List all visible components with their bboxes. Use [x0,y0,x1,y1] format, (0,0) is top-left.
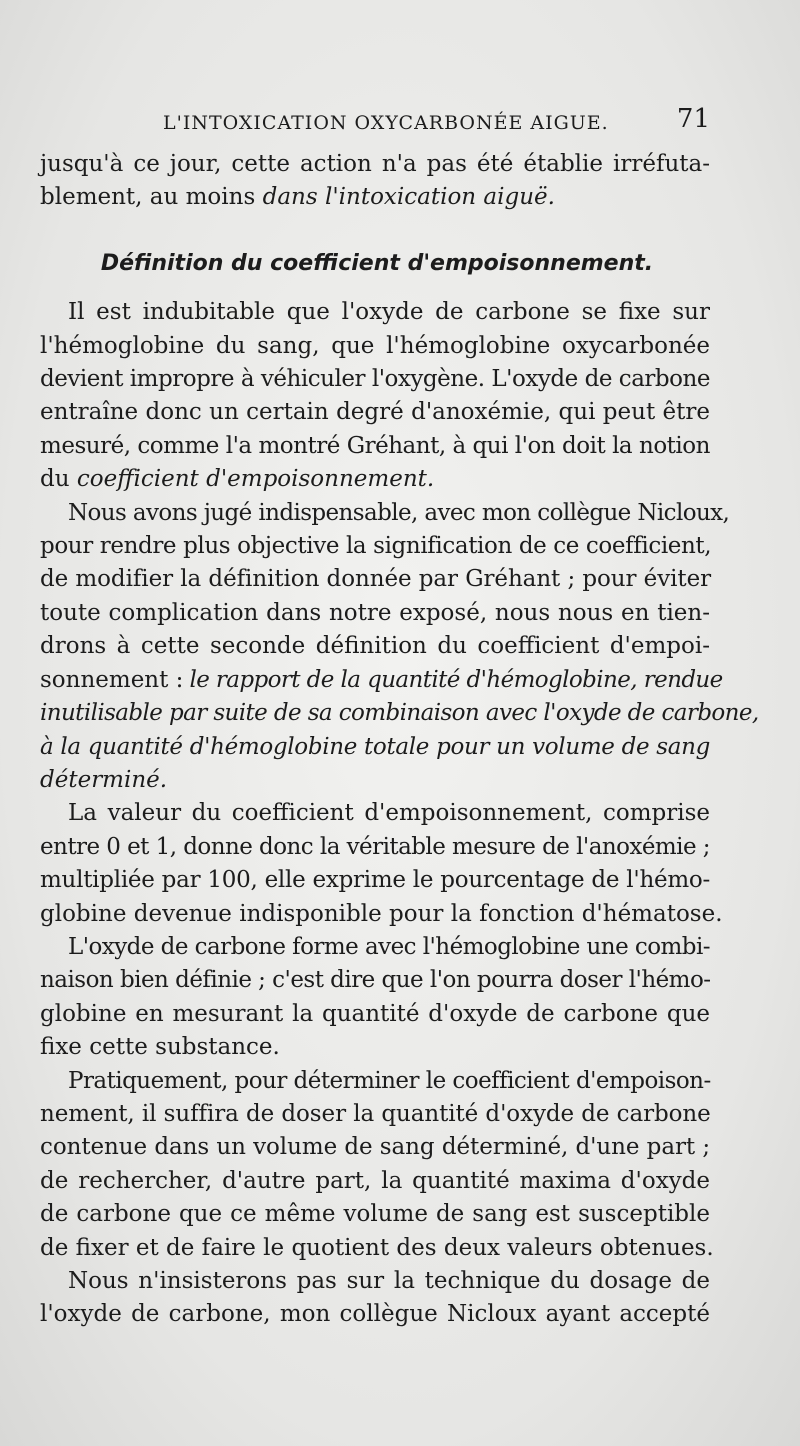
text-line: multipliée par 100, elle exprime le pourcentage de l'hémo- [40,867,710,894]
text-line: naison bien définie ; c'est dire que l'on pourra doser l'hémo- [40,967,711,994]
text-line: fixe cette substance. [40,1034,280,1061]
text-line: pour rendre plus objective la signification de ce coefficient, [40,533,712,560]
text-line: drons à cette seconde définition du coefficient d'empoi- [40,633,710,660]
italic-phrase: coefficient d'empoisonnement. [76,466,435,493]
italic-phrase: à la quantité d'hémoglobine totale pour un volume de sang [40,733,710,760]
running-title: L'INTOXICATION OXYCARBONÉE AIGUE. [163,112,609,134]
text-line: L'oxyde de carbone forme avec l'hémoglobine une combi- [68,933,710,960]
text-line: de modifier la définition donnée par Gréhant ; pour éviter [40,566,712,593]
text-line: Pratiquement, pour déterminer le coefficient d'empoison- [68,1067,711,1094]
text-line: du coefficient d'empoisonnement. [40,463,710,496]
page-header [40,104,710,144]
text-line: toute complication dans notre exposé, nous nous en tien- [40,599,710,626]
italic-phrase: inutilisable par suite de sa combinaison avec l'oxyde de carbone, [40,700,759,727]
section-heading: Définition du coefficient d'empoisonnement. [100,250,654,276]
page-number: 71 [676,104,710,134]
text-line: l'hémoglobine du sang, que l'hémoglobine oxycarbonée [40,332,710,359]
body-text [40,148,759,1332]
text-line: Il est indubitable que l'oxyde de carbone se fixe sur [68,299,710,326]
text-line: de fixer et de faire le quotient des deux valeurs obtenues. [40,1234,714,1261]
text-line: devient impropre à véhiculer l'oxygène. L'oxyde de carbone [40,366,710,393]
text-line [40,764,710,797]
text-line: nement, il suffira de doser la quantité d'oxyde de carbone [40,1100,711,1127]
text-line: La valeur du coefficient d'empoisonnement, comprise [68,800,710,827]
text-line: jusqu'à ce jour, cette action n'a pas été établie irréfuta- [40,151,710,177]
text-line [40,731,710,764]
text-line: Nous n'insisterons pas sur la technique du dosage de [68,1268,710,1294]
text-line: de rechercher, d'autre part, la quantité maxima d'oxyde [40,1167,710,1194]
text-line: sonnement : le rapport de la quantité d'hémoglobine, rendue [40,664,710,697]
text-line: entre 0 et 1, donne donc la véritable mesure de l'anoxémie ; [40,833,710,860]
text-line: contenue dans un volume de sang déterminé, d'une part ; [40,1134,710,1161]
text-line: Nous avons jugé indispensable, avec mon collègue Nicloux, [68,499,730,526]
text-line: blement, au moins dans l'intoxication aiguë. [40,181,710,214]
text-line: entraîne donc un certain degré d'anoxémie, qui peut être [40,399,710,426]
text-line: mesuré, comme l'a montré Gréhant, à qui l'on doit la notion [40,432,710,459]
italic-phrase: le rapport de la quantité d'hémoglobine, rendue [189,666,723,693]
italic-phrase: déterminé. [40,766,168,793]
text-line: de carbone que ce même volume de sang est susceptible [40,1201,710,1228]
text-line: globine devenue indisponible pour la fonction d'hématose. [40,900,723,927]
text-line [40,697,759,730]
italic-phrase: dans l'intoxication aiguë. [262,184,555,211]
text-line: l'oxyde de carbone, mon collègue Nicloux ayant accepté [40,1301,710,1328]
text-line: globine en mesurant la quantité d'oxyde de carbone que [40,1000,710,1027]
